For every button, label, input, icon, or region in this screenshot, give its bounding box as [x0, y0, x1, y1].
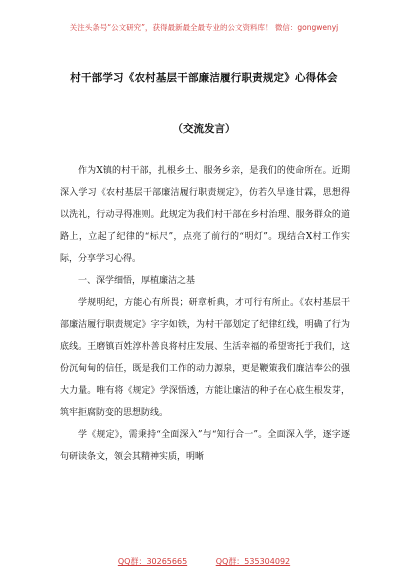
footer [0, 556, 408, 567]
paragraph-intro: 作为X镇的村干部，扎根乡土、服务乡亲，是我们的使命所在。近期深入学习《农村基层干部廉洁履行职责规定》，仿若久旱逢甘霖，思想得以洗礼，行动寻得准则。此规定为我们村干部在乡村治理、服务群众的道路上，立起了纪律的“标尺”，点亮了前行的“明灯”。现结合X村工作实际，分享学习心得。 [60, 166, 350, 264]
document-title: 村干部学习《农村基层干部廉洁履行职责规定》心得体会 [70, 72, 338, 84]
paragraph-section-2: 学《规定》，需秉持“全面深入”与“知行合一”。全面深入学，逐字逐句研读条文，领会其精神实质，明晰 [60, 430, 350, 462]
document-subtitle: （交流发言） [172, 123, 236, 135]
header-banner: 关注头条号“公文研究”，获得最新最全最专业的公文资料库！ 微信：gongwenyj [69, 23, 339, 32]
document-body [60, 160, 350, 468]
paragraph-section-1: 学规明纪，方能心有所畏；研章析典，才可行有所止。《农村基层干部廉洁履行职责规定》字字如铁，为村干部划定了纪律红线，明确了行为底线。王磨镇百姓淳朴善良将村庄发展、生活幸福的希望寄托于我们，这份沉甸甸的信任，既是我们工作的动力源泉，更是鞭策我们廉洁奉公的强大力量。唯有将《规定》学深悟透，方能让廉洁的种子在心底生根发芽，筑牢拒腐防变的思想防线。 [60, 298, 350, 418]
section-heading: 一、深学细悟，厚植廉洁之基 [78, 276, 196, 286]
qq-group-2: QQ群：535304092 [215, 557, 291, 566]
qq-group-1: QQ群：30265665 [117, 557, 188, 566]
